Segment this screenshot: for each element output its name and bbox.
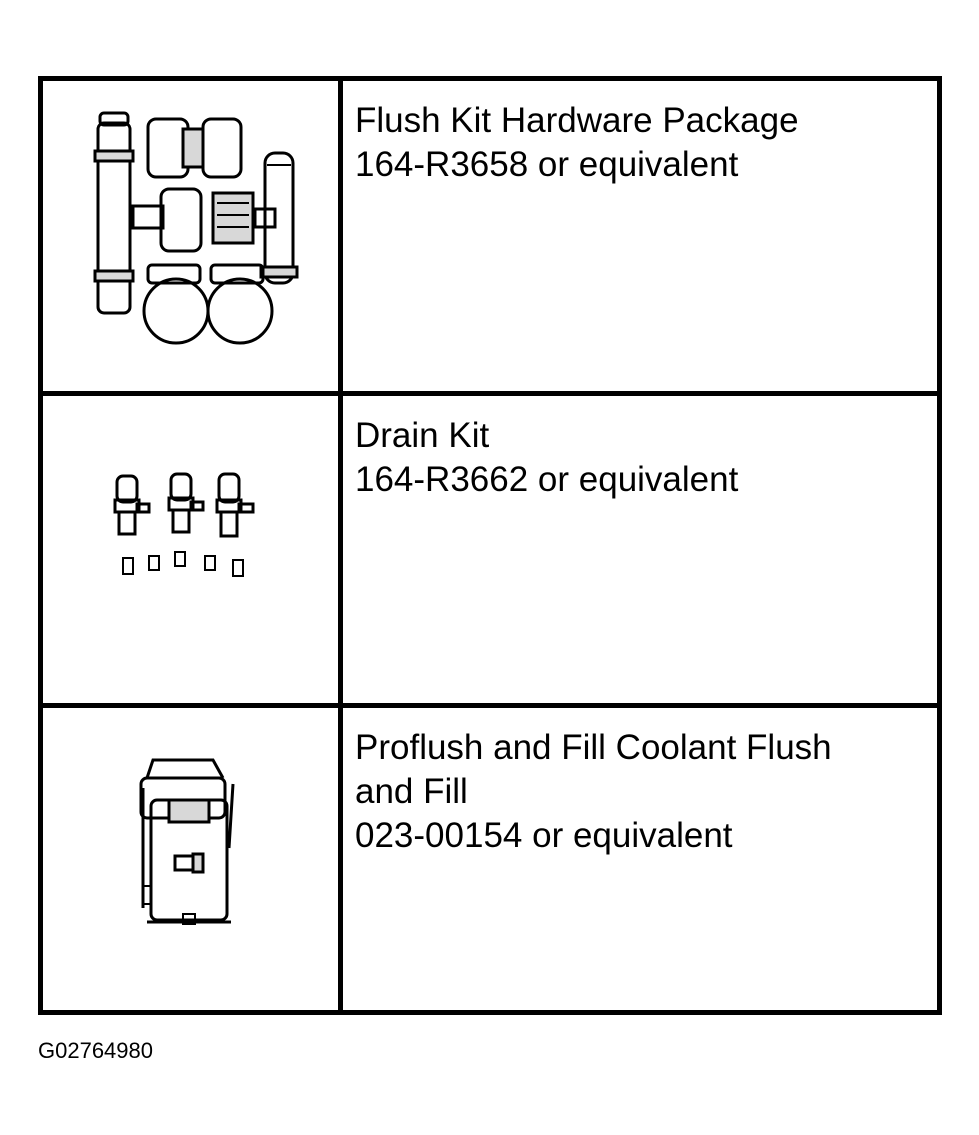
tool-name-line-2: and Fill bbox=[355, 772, 468, 811]
tool-name-line-1: Proflush and Fill Coolant Flush bbox=[355, 728, 832, 767]
coolant-flush-machine-icon bbox=[43, 708, 338, 1010]
tool-table bbox=[38, 76, 942, 1015]
table-row-flush-kit bbox=[43, 81, 937, 391]
image-cell bbox=[43, 396, 338, 703]
table-row-drain-kit bbox=[43, 396, 937, 703]
tool-name: Flush Kit Hardware Package bbox=[355, 101, 799, 140]
description-cell bbox=[355, 726, 925, 858]
drain-kit-icon bbox=[43, 396, 338, 703]
part-number: 164-R3658 or equivalent bbox=[355, 145, 739, 184]
image-cell bbox=[43, 81, 338, 391]
part-number: 023-00154 or equivalent bbox=[355, 816, 733, 855]
image-cell bbox=[43, 708, 338, 1010]
description-cell bbox=[355, 414, 925, 502]
description-cell bbox=[355, 99, 925, 187]
tool-name: Drain Kit bbox=[355, 416, 490, 455]
flush-kit-hardware-icon bbox=[43, 81, 338, 391]
table-row-coolant-flush-machine bbox=[43, 708, 937, 1010]
part-number: 164-R3662 or equivalent bbox=[355, 460, 739, 499]
figure-id: G02764980 bbox=[38, 1038, 153, 1063]
